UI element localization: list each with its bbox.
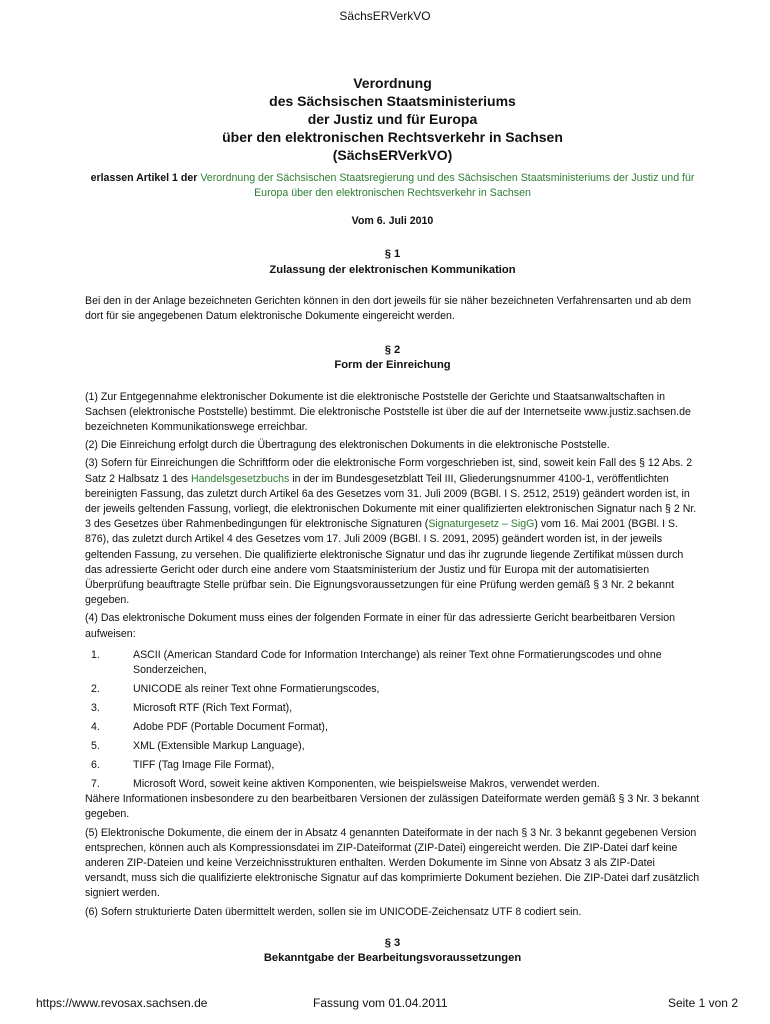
list-text: XML (Extensible Markup Language), (133, 740, 305, 753)
section-1-heading (85, 247, 700, 278)
section-number: § 3 (384, 936, 401, 949)
section-title: Zulassung der elektronischen Kommunikation (269, 263, 516, 276)
list-text: ASCII (American Standard Code for Information Interchange) als reiner Text ohne Formatierungscodes und ohne Sonderzeichen, (133, 648, 662, 677)
sigg-link[interactable]: SigG (510, 518, 535, 531)
document-title (85, 74, 700, 164)
list-item (85, 777, 700, 792)
paragraph-4-note: Nähere Informationen insbesondere zu den bearbeitbaren Versionen der zulässigen Dateiformate werden gemäß § 3 Nr. 3 bekannt gegeben. (85, 793, 700, 821)
list-number: 4. (91, 721, 100, 734)
paragraph-4: (4) Das elektronische Dokument muss eines der folgenden Formate in einer für das adressierte Gericht bearbeitbaren Version aufweisen: (85, 612, 676, 640)
title-line: Verordnung (353, 75, 432, 91)
signaturgesetz-link[interactable]: Signaturgesetz (428, 518, 500, 531)
list-number: 3. (91, 702, 100, 715)
ordinance-link[interactable]: Verordnung der Sächsischen Staatsregierung und des Sächsischen Staatsministeriums der Justiz und für Europa über den elektronischen Rechtsverkehr in Sachsen (200, 172, 695, 199)
paragraph-text: in der im Bundesgesetzblatt Teil III, Gliederungsnummer 4100-1, veröffentlichten bereinigten Fassung, das zuletzt durch Artikel 6a des Gesetzes vom 31. Juli 2009 (BGBl. I S. 2512, 2519) geändert worden ist, in der jeweils geltenden Fassung, vorliegt, die elektronischen Dokumente mit einer qualifizierten elektronischen Signatur nach § 2 Nr. 3 des Gesetzes über Rahmenbedingungen für elektronische Signaturen ( (85, 472, 697, 531)
dash: – (499, 518, 511, 531)
paragraph-5: (5) Elektronische Dokumente, die einem der in Absatz 4 genannten Dateiformate in der nach § 3 Nr. 3 bekannt gegebenen Version entsprechen, können auch als Kompressionsdatei im ZIP-Dateiformat (ZIP-Datei) eingereicht werden. Die ZIP-Datei darf keine anderen ZIP-Dateien und keine Verzeichnisstrukturen enthalten. Werden Dokumente im Sinne von Absatz 3 als ZIP-Datei versandt, muss sich die qualifizierte elektronische Signatur auf das komprimierte Dokument beziehen. Die ZIP-Datei darf zusätzlich signiert werden. (85, 826, 700, 900)
list-item (85, 758, 700, 773)
list-item (85, 682, 700, 697)
paragraph-2: (2) Die Einreichung erfolgt durch die Übertragung des elektronischen Dokuments in die elektronische Poststelle. (85, 439, 610, 452)
footer-url[interactable]: https://www.revosax.sachsen.de (36, 996, 208, 1010)
list-number: 5. (91, 740, 100, 753)
list-text: Microsoft Word, soweit keine aktiven Komponenten, wie beispielsweise Makros, verwendet werden. (133, 778, 600, 791)
section-3-heading (85, 936, 700, 967)
enactment-note (85, 171, 700, 201)
footer-page-number: Seite 1 von 2 (667, 996, 738, 1010)
list-number: 6. (91, 759, 100, 772)
section-2-heading (85, 343, 700, 374)
paragraph-1: (1) Zur Entgegennahme elektronischer Dokumente ist die elektronische Poststelle der Gerichte und Staatsanwaltschaften in Sachsen (elektronische Poststelle) bestimmt. Die elektronische Poststelle ist über die auf der Internetseite www.justiz.sachsen.de bezeichneten Kommunikationswege erreichbar. (85, 390, 691, 434)
title-line: (SächsERVerkVO) (332, 147, 453, 163)
title-line: der Justiz und für Europa (307, 111, 478, 127)
section-number: § 1 (384, 248, 401, 261)
enactment-prefix: erlassen Artikel 1 der (90, 172, 201, 184)
section-1-text: Bei den in der Anlage bezeichneten Gerichten können in den dort jeweils für sie näher bezeichneten Verfahrensarten und ab dem dort für sie angegebenen Datum elektronische Dokumente eingereicht werden. (85, 295, 692, 323)
section-number: § 2 (384, 343, 401, 356)
running-head: SächsERVerkVO (339, 9, 431, 23)
hgb-link[interactable]: Handelsgesetzbuchs (191, 472, 290, 485)
list-item (85, 701, 700, 716)
document-body (85, 74, 700, 967)
list-text: Adobe PDF (Portable Document Format), (133, 721, 328, 734)
section-title: Bekanntgabe der Bearbeitungsvoraussetzungen (263, 952, 522, 965)
list-number: 1. (91, 648, 100, 661)
paragraph-6: (6) Sofern strukturierte Daten übermittelt werden, sollen sie im UNICODE-Zeichensatz UTF 8 codiert sein. (85, 905, 582, 918)
list-number: 7. (91, 778, 100, 791)
paragraph-text: (3) Sofern für Einreichungen die Schriftform oder die elektronische Form vorgeschrieben ist, sind, soweit kein Fall des § 12 Abs. 2 Satz 2 Halbsatz 1 des (85, 457, 693, 485)
list-text: Microsoft RTF (Rich Text Format), (133, 702, 293, 715)
footer-version: Fassung vom 01.04.2011 (313, 996, 448, 1010)
list-item (85, 739, 700, 754)
section-title: Form der Einreichung (334, 359, 451, 372)
paragraph-text: ) vom 16. Mai 2001 (BGBl. I S. 876), das zuletzt durch Artikel 4 des Gesetzes vom 17. Juli 2009 (BGBl. I S. 2091, 2095) geändert worden ist, in der jeweils geltenden Fassung, zu versehen. Die qualifizierte elektronische Signatur und das ihr zugrunde liegende Zertifikat müssen durch das adressierte Gericht oder durch eine andere vom Staatsministerium der Justiz und für Europa mit der automatisierten Überprüfung beauftragte Stelle prüfbar sein. Die Eignungsvoraussetzungen für eine Prüfung werden gemäß § 3 Nr. 2 bekannt gegeben. (85, 518, 684, 607)
paragraph-3 (85, 456, 700, 608)
list-number: 2. (91, 683, 100, 696)
list-item (85, 648, 700, 678)
list-item (85, 720, 700, 735)
list-text: TIFF (Tag Image File Format), (133, 759, 275, 772)
title-line: des Sächsischen Staatsministeriums (269, 93, 516, 109)
issue-date: Vom 6. Juli 2010 (351, 215, 434, 227)
list-text: UNICODE als reiner Text ohne Formatierungscodes, (133, 683, 380, 696)
format-list (85, 648, 700, 792)
title-line: über den elektronischen Rechtsverkehr in Sachsen (222, 129, 563, 145)
